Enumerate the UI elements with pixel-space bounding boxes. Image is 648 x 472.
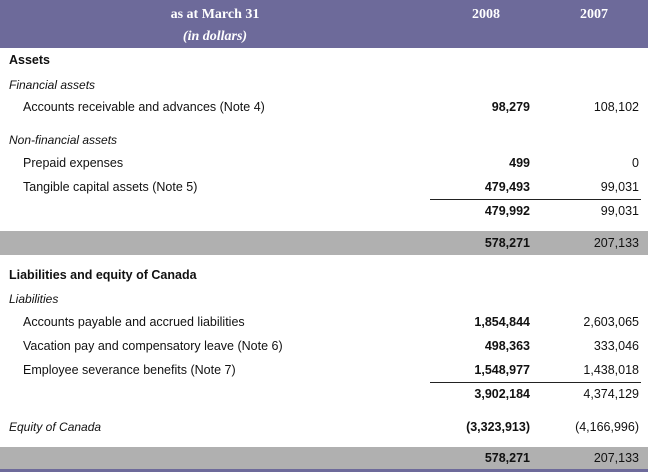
subsection-title-liabilities: Liabilities <box>9 292 59 306</box>
header-date-label: as at March 31 <box>170 7 260 22</box>
row-label: Accounts payable and accrued liabilities <box>23 315 245 329</box>
column-header-2008: 2008 <box>472 7 500 22</box>
total-2007: 207,133 <box>593 451 639 465</box>
table-row <box>0 311 648 333</box>
header-units-label: (in dollars) <box>182 29 248 44</box>
subtotal-row <box>0 383 648 405</box>
row-label: Equity of Canada <box>9 420 102 434</box>
value-2008: 1,854,844 <box>474 315 530 329</box>
assets-total-band <box>0 231 648 255</box>
table-row <box>0 176 648 198</box>
value-2008: 479,493 <box>484 180 530 194</box>
column-header-2007: 2007 <box>580 7 608 22</box>
subtotal-2008: 479,992 <box>484 204 530 218</box>
table-row <box>0 335 648 357</box>
value-2008: 499 <box>509 156 530 170</box>
total-2007: 207,133 <box>593 236 639 250</box>
section-title-assets: Assets <box>9 53 50 67</box>
section-title-liabilities-and-equity: Liabilities and equity of Canada <box>9 268 197 282</box>
row-label: Vacation pay and compensatory leave (Note 6) <box>23 339 283 353</box>
value-2008: 98,279 <box>491 100 530 114</box>
subtotal-2008: 3,902,184 <box>474 387 530 401</box>
value-2007: 0 <box>632 156 639 170</box>
row-label: Tangible capital assets (Note 5) <box>23 180 198 194</box>
value-2007: 333,046 <box>593 339 639 353</box>
value-2007: 108,102 <box>593 100 639 114</box>
table-row <box>0 96 648 118</box>
value-2008: 1,548,977 <box>474 363 530 377</box>
table-row <box>0 359 648 381</box>
value-2007: 1,438,018 <box>583 363 639 377</box>
total-2008: 578,271 <box>484 451 530 465</box>
value-2008: (3,323,913) <box>466 420 530 434</box>
total-2008: 578,271 <box>484 236 530 250</box>
table-header <box>0 0 648 48</box>
equity-row <box>0 416 648 438</box>
row-label: Employee severance benefits (Note 7) <box>23 363 236 377</box>
value-2007: 99,031 <box>600 180 639 194</box>
value-2007: 2,603,065 <box>583 315 639 329</box>
value-2008: 498,363 <box>484 339 530 353</box>
subtotal-2007: 99,031 <box>600 204 639 218</box>
row-label: Accounts receivable and advances (Note 4) <box>23 100 265 114</box>
subtotal-2007: 4,374,129 <box>583 387 639 401</box>
table-row <box>0 152 648 174</box>
subsection-title-non-financial-assets: Non-financial assets <box>9 133 118 147</box>
subsection-title-financial-assets: Financial assets <box>9 78 96 92</box>
liabilities-total-band <box>0 447 648 469</box>
subtotal-row <box>0 200 648 222</box>
row-label: Prepaid expenses <box>23 156 124 170</box>
value-2007: (4,166,996) <box>575 420 639 434</box>
